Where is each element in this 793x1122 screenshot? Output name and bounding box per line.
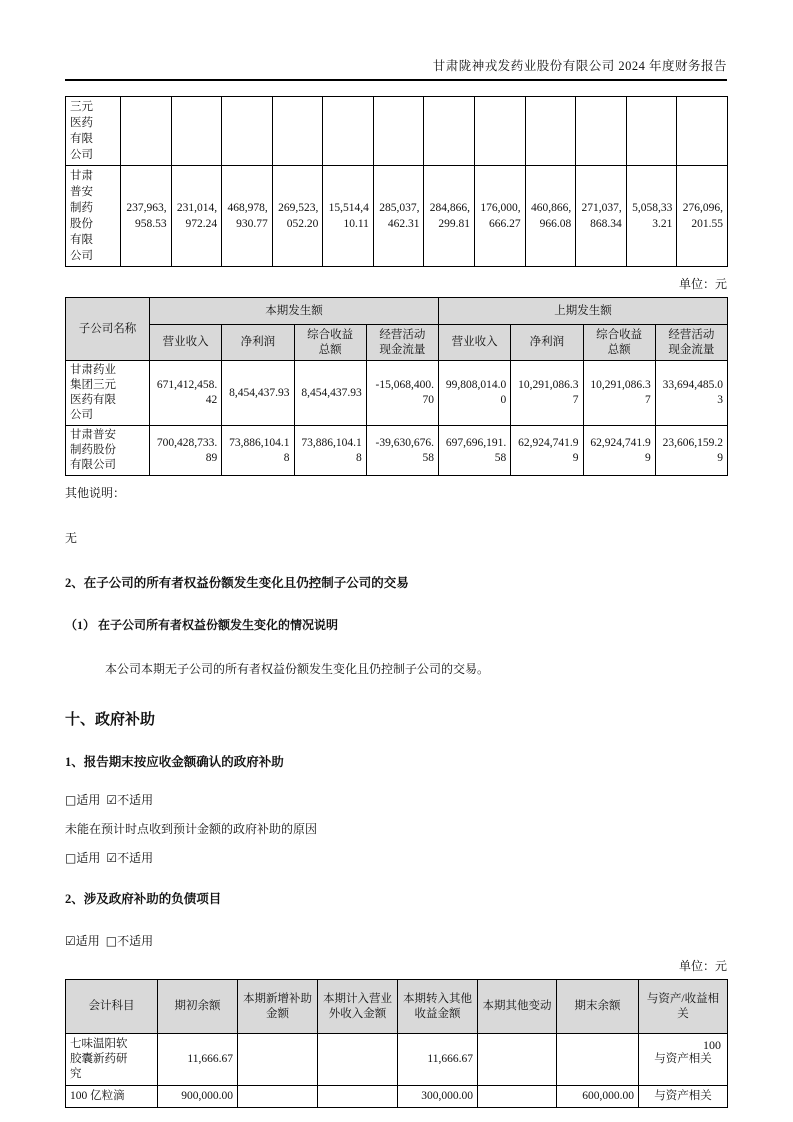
- value-cell: 697,696,191.58: [439, 426, 511, 476]
- column-header: 期末余额: [557, 980, 639, 1034]
- header-label: 营业收入: [162, 336, 209, 348]
- value-cell: [525, 97, 576, 166]
- value-cell: [222, 97, 273, 166]
- table-row: [66, 1034, 728, 1086]
- subsidy-item2-heading: 2、涉及政府补助的负债项目: [65, 892, 222, 906]
- value-cell: 73,886,104.18: [294, 426, 366, 476]
- column-header: [439, 325, 511, 361]
- value-cell: [171, 97, 222, 166]
- header-label: 净利润: [529, 336, 565, 348]
- value-cell: [272, 97, 323, 166]
- value-cell: 300,000.00: [398, 1086, 478, 1108]
- table-row: [66, 426, 728, 476]
- value-cell: 10,291,086.37: [583, 361, 655, 426]
- document-title: 甘肃陇神戎发药业股份有限公司 2024 年度财务报告: [432, 59, 727, 73]
- value-cell: 700,428,733.89: [150, 426, 222, 476]
- column-header: 本期计入营业外收入金额: [318, 980, 398, 1034]
- value-cell: 237,963,958.53: [121, 166, 172, 267]
- value-cell: 73,886,104.18: [222, 426, 294, 476]
- relation-cell: 与资产相关: [639, 1034, 728, 1086]
- table-header-row: [66, 980, 728, 1034]
- header-label: 综合收益总额: [596, 328, 643, 356]
- account-name-cell: [66, 1086, 158, 1108]
- applicability-line: [65, 791, 727, 808]
- section-heading-equity-change: 2、在子公司的所有者权益份额发生变化且仍控制子公司的交易: [65, 576, 409, 590]
- table-row: [66, 361, 728, 426]
- unit-label: 单位：元: [678, 277, 727, 291]
- value-cell: 11,666.67: [398, 1034, 478, 1086]
- column-header: [655, 325, 727, 361]
- company-name-cell: [66, 166, 121, 267]
- applicability-line: [65, 932, 727, 949]
- value-cell: 900,000.00: [158, 1086, 238, 1108]
- value-cell: 231,014,972.24: [171, 166, 222, 267]
- column-header: [150, 325, 222, 361]
- value-cell: 460,866,966.08: [525, 166, 576, 267]
- subsection-heading-equity-change: （1） 在子公司所有者权益份额发生变化的情况说明: [65, 618, 339, 632]
- checkbox-unchecked-icon: □: [65, 851, 77, 865]
- value-cell: [238, 1034, 318, 1086]
- column-header: 本期新增补助金额: [238, 980, 318, 1034]
- column-header: 会计科目: [66, 980, 158, 1034]
- value-cell: 600,000.00: [557, 1086, 639, 1108]
- applicable-option: [65, 851, 100, 865]
- subsidy-liability-table: [65, 979, 728, 1108]
- section-heading-government-subsidy: 十、政府补助: [65, 712, 156, 728]
- column-header: [294, 325, 366, 361]
- value-cell: [424, 97, 475, 166]
- value-cell: [475, 97, 526, 166]
- not-applicable-option: [106, 851, 153, 865]
- value-cell: 276,096,201.55: [677, 166, 728, 267]
- header-label: 经营活动现金流量: [379, 328, 426, 356]
- company-name: 甘肃药业集团三元医药有限公司: [70, 364, 116, 421]
- value-cell: [576, 97, 627, 166]
- company-name: 甘肃普安制药股份有限公司: [70, 429, 116, 471]
- subsidiaries-continuation-table: [65, 96, 728, 267]
- column-header: 本期其他变动: [478, 980, 557, 1034]
- value-cell: [318, 1086, 398, 1108]
- company-name: 三元医药有限公司: [70, 101, 93, 161]
- not-applicable-label: 不适用: [117, 934, 154, 948]
- header-label: 综合收益总额: [307, 328, 354, 356]
- table-row: [66, 1086, 728, 1108]
- value-cell: 176,000,666.27: [475, 166, 526, 267]
- relation-cell: 与资产相关: [639, 1086, 728, 1108]
- value-cell: 10,291,086.37: [511, 361, 583, 426]
- value-cell: [238, 1086, 318, 1108]
- column-header: [366, 325, 438, 361]
- column-header: [583, 325, 655, 361]
- table-header-row: [66, 298, 728, 325]
- value-cell: 99,808,014.00: [439, 361, 511, 426]
- column-group-header: 上期发生额: [439, 298, 728, 325]
- equity-change-paragraph: 本公司本期无子公司的所有者权益份额发生变化且仍控制子公司的交易。: [105, 662, 490, 676]
- subsidiary-financials-table: [65, 297, 728, 476]
- value-cell: -39,630,676.58: [366, 426, 438, 476]
- company-name-cell: [66, 97, 121, 166]
- column-header: 与资产/收益相关: [639, 980, 728, 1034]
- value-cell: [323, 97, 374, 166]
- applicable-option: [65, 793, 100, 807]
- unit-label: 单位：元: [678, 959, 727, 973]
- checkbox-unchecked-icon: □: [65, 793, 77, 807]
- applicable-option: [65, 934, 100, 948]
- applicable-label: 适用: [76, 793, 101, 807]
- value-cell: [626, 97, 677, 166]
- table-row: [66, 166, 728, 267]
- not-applicable-option: [106, 934, 153, 948]
- column-header: [222, 325, 294, 361]
- value-cell: [478, 1034, 557, 1086]
- column-header: 子公司名称: [66, 298, 150, 361]
- checkbox-unchecked-icon: □: [105, 934, 118, 948]
- value-cell: 62,924,741.99: [511, 426, 583, 476]
- column-header: [511, 325, 583, 361]
- value-cell: [373, 97, 424, 166]
- not-applicable-label: 不适用: [117, 851, 154, 865]
- value-cell: [121, 97, 172, 166]
- applicable-label: 适用: [76, 851, 101, 865]
- applicable-label: 适用: [75, 934, 100, 948]
- value-cell: [478, 1086, 557, 1108]
- page-number: 100: [703, 1038, 721, 1052]
- value-cell: [557, 1034, 639, 1086]
- value-cell: 15,514,410.11: [323, 166, 374, 267]
- page-content: [65, 96, 727, 1108]
- value-cell: 468,978,930.77: [222, 166, 273, 267]
- checkbox-checked-icon: ☑: [106, 851, 118, 865]
- value-cell: 8,454,437.93: [294, 361, 366, 426]
- value-cell: 8,454,437.93: [222, 361, 294, 426]
- account-name: 七味温阳软胶囊新药研究: [70, 1038, 128, 1080]
- checkbox-checked-icon: ☑: [106, 793, 118, 807]
- other-notes-value: 无: [65, 531, 78, 545]
- value-cell: 11,666.67: [158, 1034, 238, 1086]
- value-cell: [677, 97, 728, 166]
- header-label: 营业收入: [451, 336, 498, 348]
- applicability-line: [65, 849, 727, 866]
- value-cell: 285,037,462.31: [373, 166, 424, 267]
- table-row: [66, 97, 728, 166]
- not-applicable-label: 不适用: [117, 793, 154, 807]
- value-cell: 5,058,333.21: [626, 166, 677, 267]
- subsidy-item1-heading: 1、报告期末按应收金额确认的政府补助: [65, 755, 284, 769]
- header-label: 经营活动现金流量: [668, 328, 715, 356]
- value-cell: 62,924,741.99: [583, 426, 655, 476]
- value-cell: 23,606,159.29: [655, 426, 727, 476]
- column-header: 期初余额: [158, 980, 238, 1034]
- account-name: 100 亿粒滴: [70, 1090, 125, 1102]
- checkbox-checked-icon: ☑: [65, 934, 76, 948]
- column-group-header: 本期发生额: [150, 298, 439, 325]
- header-label: 净利润: [240, 336, 276, 348]
- company-name: 甘肃普安制药股份有限公司: [70, 170, 93, 262]
- value-cell: 671,412,458.42: [150, 361, 222, 426]
- value-cell: 33,694,485.03: [655, 361, 727, 426]
- value-cell: -15,068,400.70: [366, 361, 438, 426]
- document-header: [65, 56, 727, 81]
- subsidy-reason-text: 未能在预计时点收到预计金额的政府补助的原因: [65, 822, 318, 836]
- value-cell: 271,037,868.34: [576, 166, 627, 267]
- value-cell: [318, 1034, 398, 1086]
- value-cell: 269,523,052.20: [272, 166, 323, 267]
- value-cell: 284,866,299.81: [424, 166, 475, 267]
- account-name-cell: [66, 1034, 158, 1086]
- other-notes-label: 其他说明：: [65, 486, 126, 500]
- company-name-cell: [66, 426, 150, 476]
- column-header: 本期转入其他收益金额: [398, 980, 478, 1034]
- table-header-row: [66, 325, 728, 361]
- not-applicable-option: [106, 793, 153, 807]
- company-name-cell: [66, 361, 150, 426]
